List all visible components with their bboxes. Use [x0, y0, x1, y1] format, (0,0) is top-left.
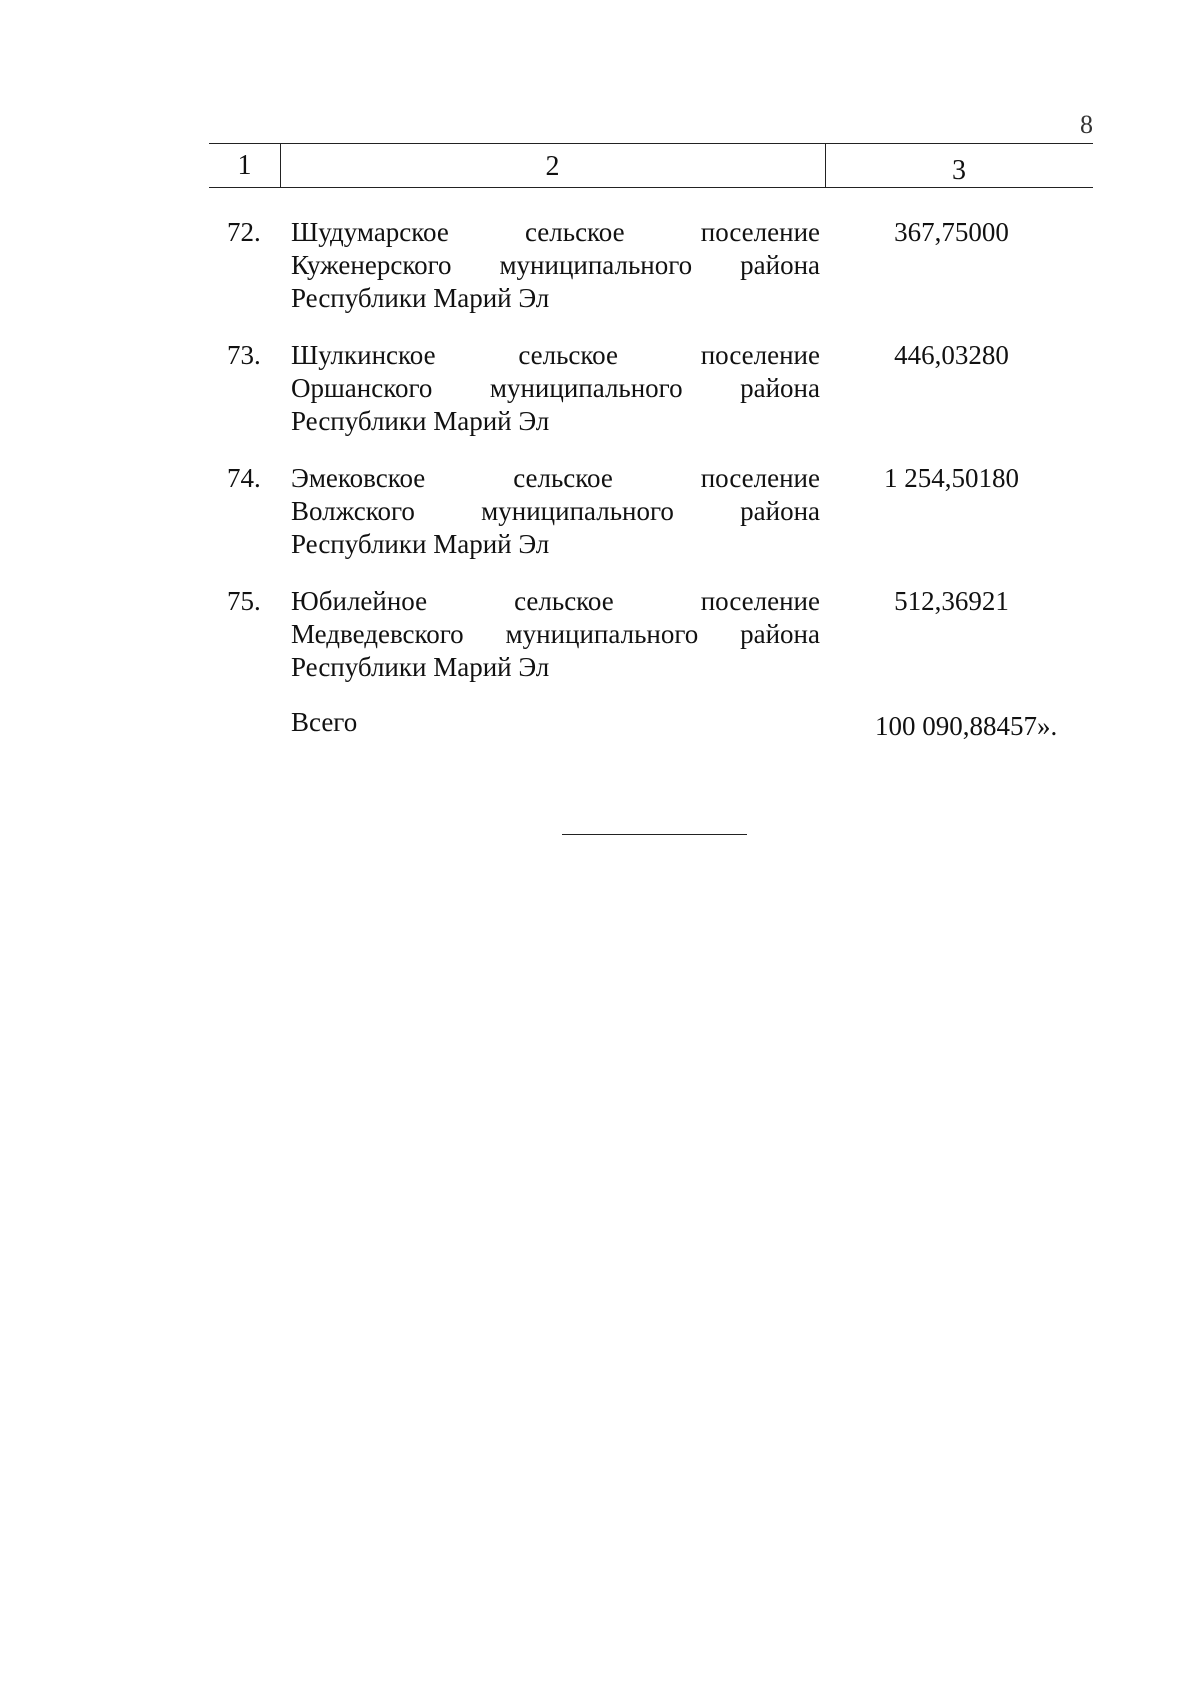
- name-line: Эмековское сельское поселение: [291, 463, 820, 493]
- row-number: 72.: [227, 217, 261, 247]
- name-line: Шулкинское сельское поселение: [291, 340, 820, 370]
- name-line: Республики Марий Эл: [291, 529, 550, 559]
- row-settlement-name: [291, 339, 820, 438]
- row-value: 446,03280: [894, 340, 1009, 370]
- name-line: Республики Марий Эл: [291, 283, 550, 313]
- page-number: 8: [1080, 110, 1093, 139]
- row-settlement-name: [291, 585, 820, 684]
- header-column-3: 3: [952, 155, 966, 186]
- header-column-2: 2: [545, 151, 560, 182]
- row-settlement-name: [291, 216, 820, 315]
- name-line: Шудумарское сельское поселение: [291, 217, 820, 247]
- name-line: Республики Марий Эл: [291, 406, 550, 436]
- name-line: Куженерского муниципального района: [291, 250, 820, 280]
- row-number: 73.: [227, 340, 261, 370]
- row-number: 75.: [227, 586, 261, 616]
- name-line: Оршанского муниципального района: [291, 373, 820, 403]
- row-value: 367,75000: [894, 217, 1009, 247]
- end-rule: [562, 834, 747, 835]
- total-label: Всего: [291, 707, 358, 737]
- header-top-rule: [209, 143, 1093, 144]
- name-line: Республики Марий Эл: [291, 652, 550, 682]
- row-number: 74.: [227, 463, 261, 493]
- header-bottom-rule: [209, 187, 1093, 188]
- header-column-1: 1: [237, 150, 252, 181]
- row-value: 1 254,50180: [884, 463, 1019, 493]
- table-header: [209, 143, 1093, 188]
- total-value: 100 090,88457».: [875, 711, 1058, 741]
- row-value: 512,36921: [894, 586, 1009, 616]
- row-settlement-name: [291, 462, 820, 561]
- name-line: Медведевского муниципального района: [291, 619, 820, 649]
- name-line: Волжского муниципального района: [291, 496, 820, 526]
- name-line: Юбилейное сельское поселение: [291, 586, 820, 616]
